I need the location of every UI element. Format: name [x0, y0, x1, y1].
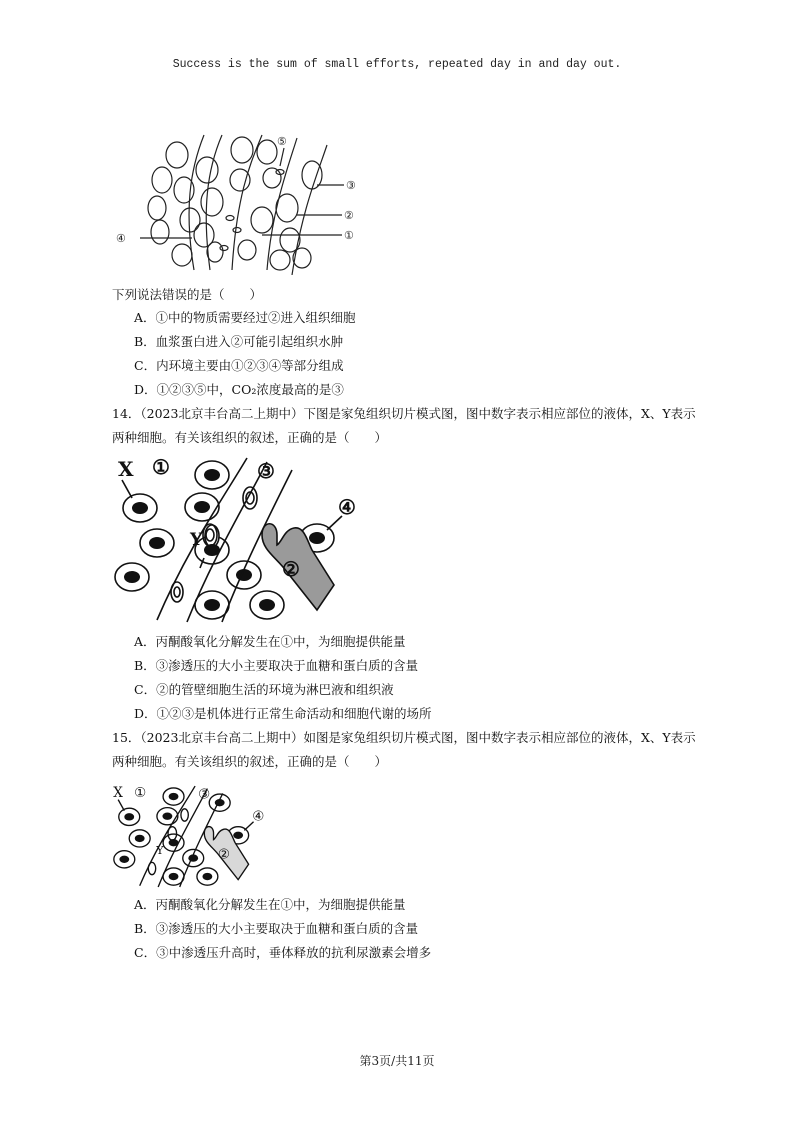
q15-stem-line2: 两种细胞。有关该组织的叙述，正确的是（ ） — [112, 754, 388, 769]
q13-label-5: ⑤ — [277, 135, 287, 148]
q13-label-2: ② — [344, 209, 354, 222]
q15-label-y: Y — [156, 843, 164, 857]
q15-label-3: ③ — [198, 786, 211, 803]
q14-stem-line1: 14．（2023北京丰台高二上期中）下图是家兔组织切片模式图，图中数字表示相应部位的液体，X、Y表示 — [112, 406, 696, 421]
q13-option-d: D．①②③⑤中，CO₂浓度最高的是③ — [134, 382, 344, 397]
q13-option-a: A．①中的物质需要经过②进入组织细胞 — [134, 310, 356, 325]
q14-option-b: B．③渗透压的大小主要取决于血糖和蛋白质的含量 — [134, 658, 419, 673]
page-number-footer: 第3页/共11页 — [359, 1054, 435, 1068]
q13-stem: 下列说法错误的是（ ） — [112, 287, 263, 302]
q15-label-x: X — [113, 785, 123, 802]
q15-option-b: B．③渗透压的大小主要取决于血糖和蛋白质的含量 — [134, 921, 419, 936]
q14-stem-line2: 两种细胞。有关该组织的叙述，正确的是（ ） — [112, 430, 388, 445]
q15-label-1: ① — [134, 785, 147, 802]
q13-option-b: B．血浆蛋白进入②可能引起组织水肿 — [134, 334, 344, 349]
q14-label-y: Y — [190, 530, 203, 550]
q15-label-4: ④ — [252, 808, 265, 825]
q13-label-3: ③ — [346, 179, 356, 192]
q14-label-4: ④ — [338, 495, 356, 519]
q13-label-4: ④ — [116, 232, 126, 245]
q14-label-2: ② — [282, 557, 300, 581]
q15-label-2: ② — [217, 846, 230, 863]
q14-option-a: A．丙酮酸氧化分解发生在①中，为细胞提供能量 — [134, 634, 406, 649]
q14-label-3: ③ — [257, 459, 275, 483]
q13-label-1: ① — [344, 229, 354, 242]
q13-tissue-figure — [112, 130, 362, 275]
q13-option-c: C．内环境主要由①②③④等部分组成 — [134, 358, 344, 373]
q14-option-c: C．②的管壁细胞生活的环境为淋巴液和组织液 — [134, 682, 394, 697]
q14-label-1: ① — [152, 455, 170, 479]
q15-tissue-figure — [112, 780, 272, 890]
q14-option-d: D．①②③是机体进行正常生命活动和细胞代谢的场所 — [134, 706, 432, 721]
q14-tissue-figure — [112, 450, 372, 625]
q15-option-a: A．丙酮酸氧化分解发生在①中，为细胞提供能量 — [134, 897, 406, 912]
q15-option-c: C．③中渗透压升高时，垂体释放的抗利尿激素会增多 — [134, 945, 432, 960]
page-header-motto: Success is the sum of small efforts, repeated day in and day out. — [172, 58, 622, 71]
q15-stem-line1: 15．（2023北京丰台高二上期中）如图是家兔组织切片模式图，图中数字表示相应部位的液体，X、Y表示 — [112, 730, 696, 745]
q14-label-x: X — [118, 457, 134, 481]
